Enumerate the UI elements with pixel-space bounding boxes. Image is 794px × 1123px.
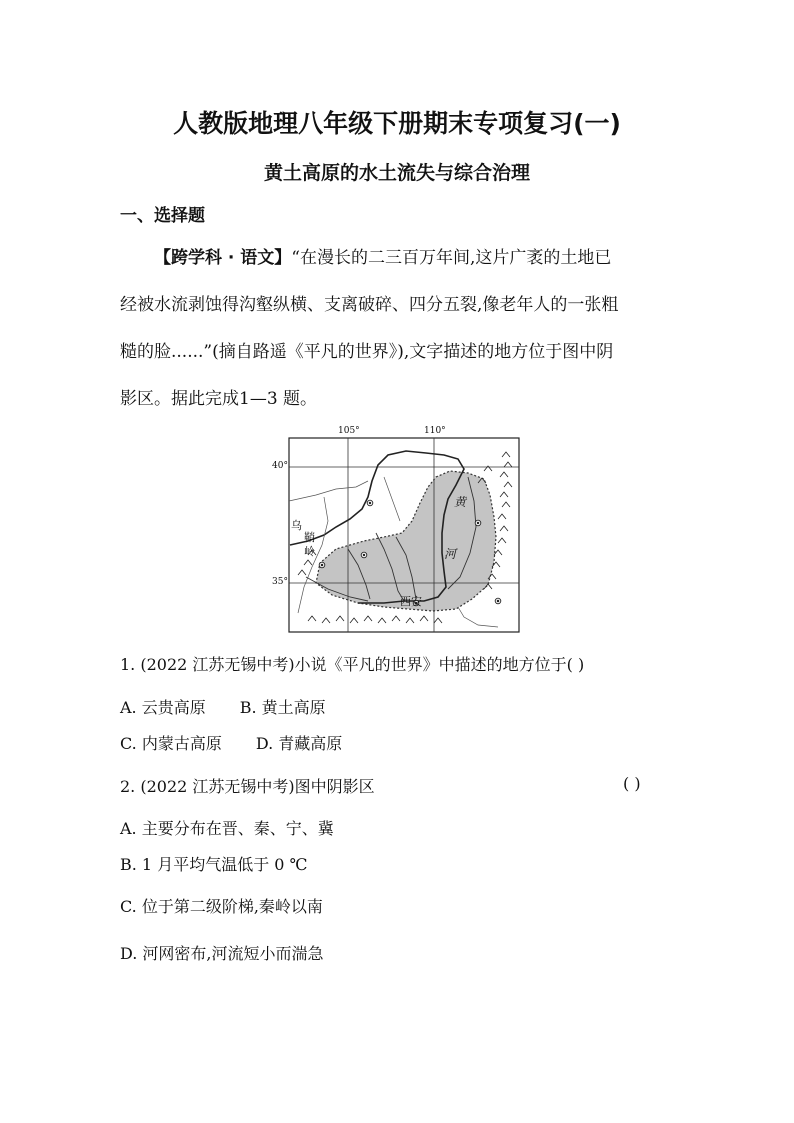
loess-plateau-map [272, 426, 520, 633]
question-2-option-c: C. 位于第二级阶梯,秦岭以南 [120, 897, 323, 916]
question-1-options-row-1 [120, 695, 326, 718]
option-a: A. 云贵高原 [120, 698, 206, 717]
question-1-options-row-2 [120, 731, 342, 754]
label-ling: 岭 [304, 545, 315, 558]
question-2-option-d: D. 河网密布,河流短小而湍急 [120, 944, 324, 963]
label-he: 河 [444, 547, 457, 561]
question-2-option-a: A. 主要分布在晋、秦、宁、冀 [120, 819, 334, 838]
option-c: C. 内蒙古高原 [120, 734, 222, 753]
label-wu: 乌 [291, 519, 302, 532]
lat-label-35: 35° [272, 577, 288, 587]
label-huang: 黄 [454, 495, 467, 509]
label-xian: 西安 [400, 595, 422, 608]
intro-line-2: 经被水流剥蚀得沟壑纵横、支离破碎、四分五裂,像老年人的一张粗 [120, 295, 619, 315]
question-1-stem: 1. (2022 江苏无锡中考)小说《平凡的世界》中描述的地方位于( ) [120, 655, 585, 674]
lon-label-110: 110° [424, 426, 446, 436]
page-title: 人教版地理八年级下册期末专项复习(一) [173, 109, 621, 138]
section-heading: 一、选择题 [120, 206, 205, 226]
lat-label-40: 40° [272, 461, 288, 471]
option-b: B. 黄土高原 [239, 698, 326, 717]
question-2-option-b: B. 1 月平均气温低于 0 ℃ [120, 855, 308, 874]
label-shao: 鞘 [304, 531, 315, 544]
intro-text-1: “在漫长的二三百万年间,这片广袤的土地已 [291, 248, 612, 268]
intro-line-1 [120, 243, 680, 268]
lon-label-105: 105° [338, 426, 360, 436]
intro-line-3: 糙的脸......”(摘自路遥《平凡的世界》),文字描述的地方位于图中阴 [120, 342, 614, 362]
question-2-stem: 2. (2022 江苏无锡中考)图中阴影区 [120, 777, 375, 796]
intro-line-4: 影区。据此完成1—3 题。 [120, 389, 318, 409]
page-subtitle: 黄土高原的水土流失与综合治理 [263, 162, 530, 184]
option-d: D. 青藏高原 [255, 734, 343, 753]
intro-tag: 【跨学科 · 语文】 [154, 248, 292, 268]
question-2-answer-paren: ( ) [623, 774, 641, 793]
